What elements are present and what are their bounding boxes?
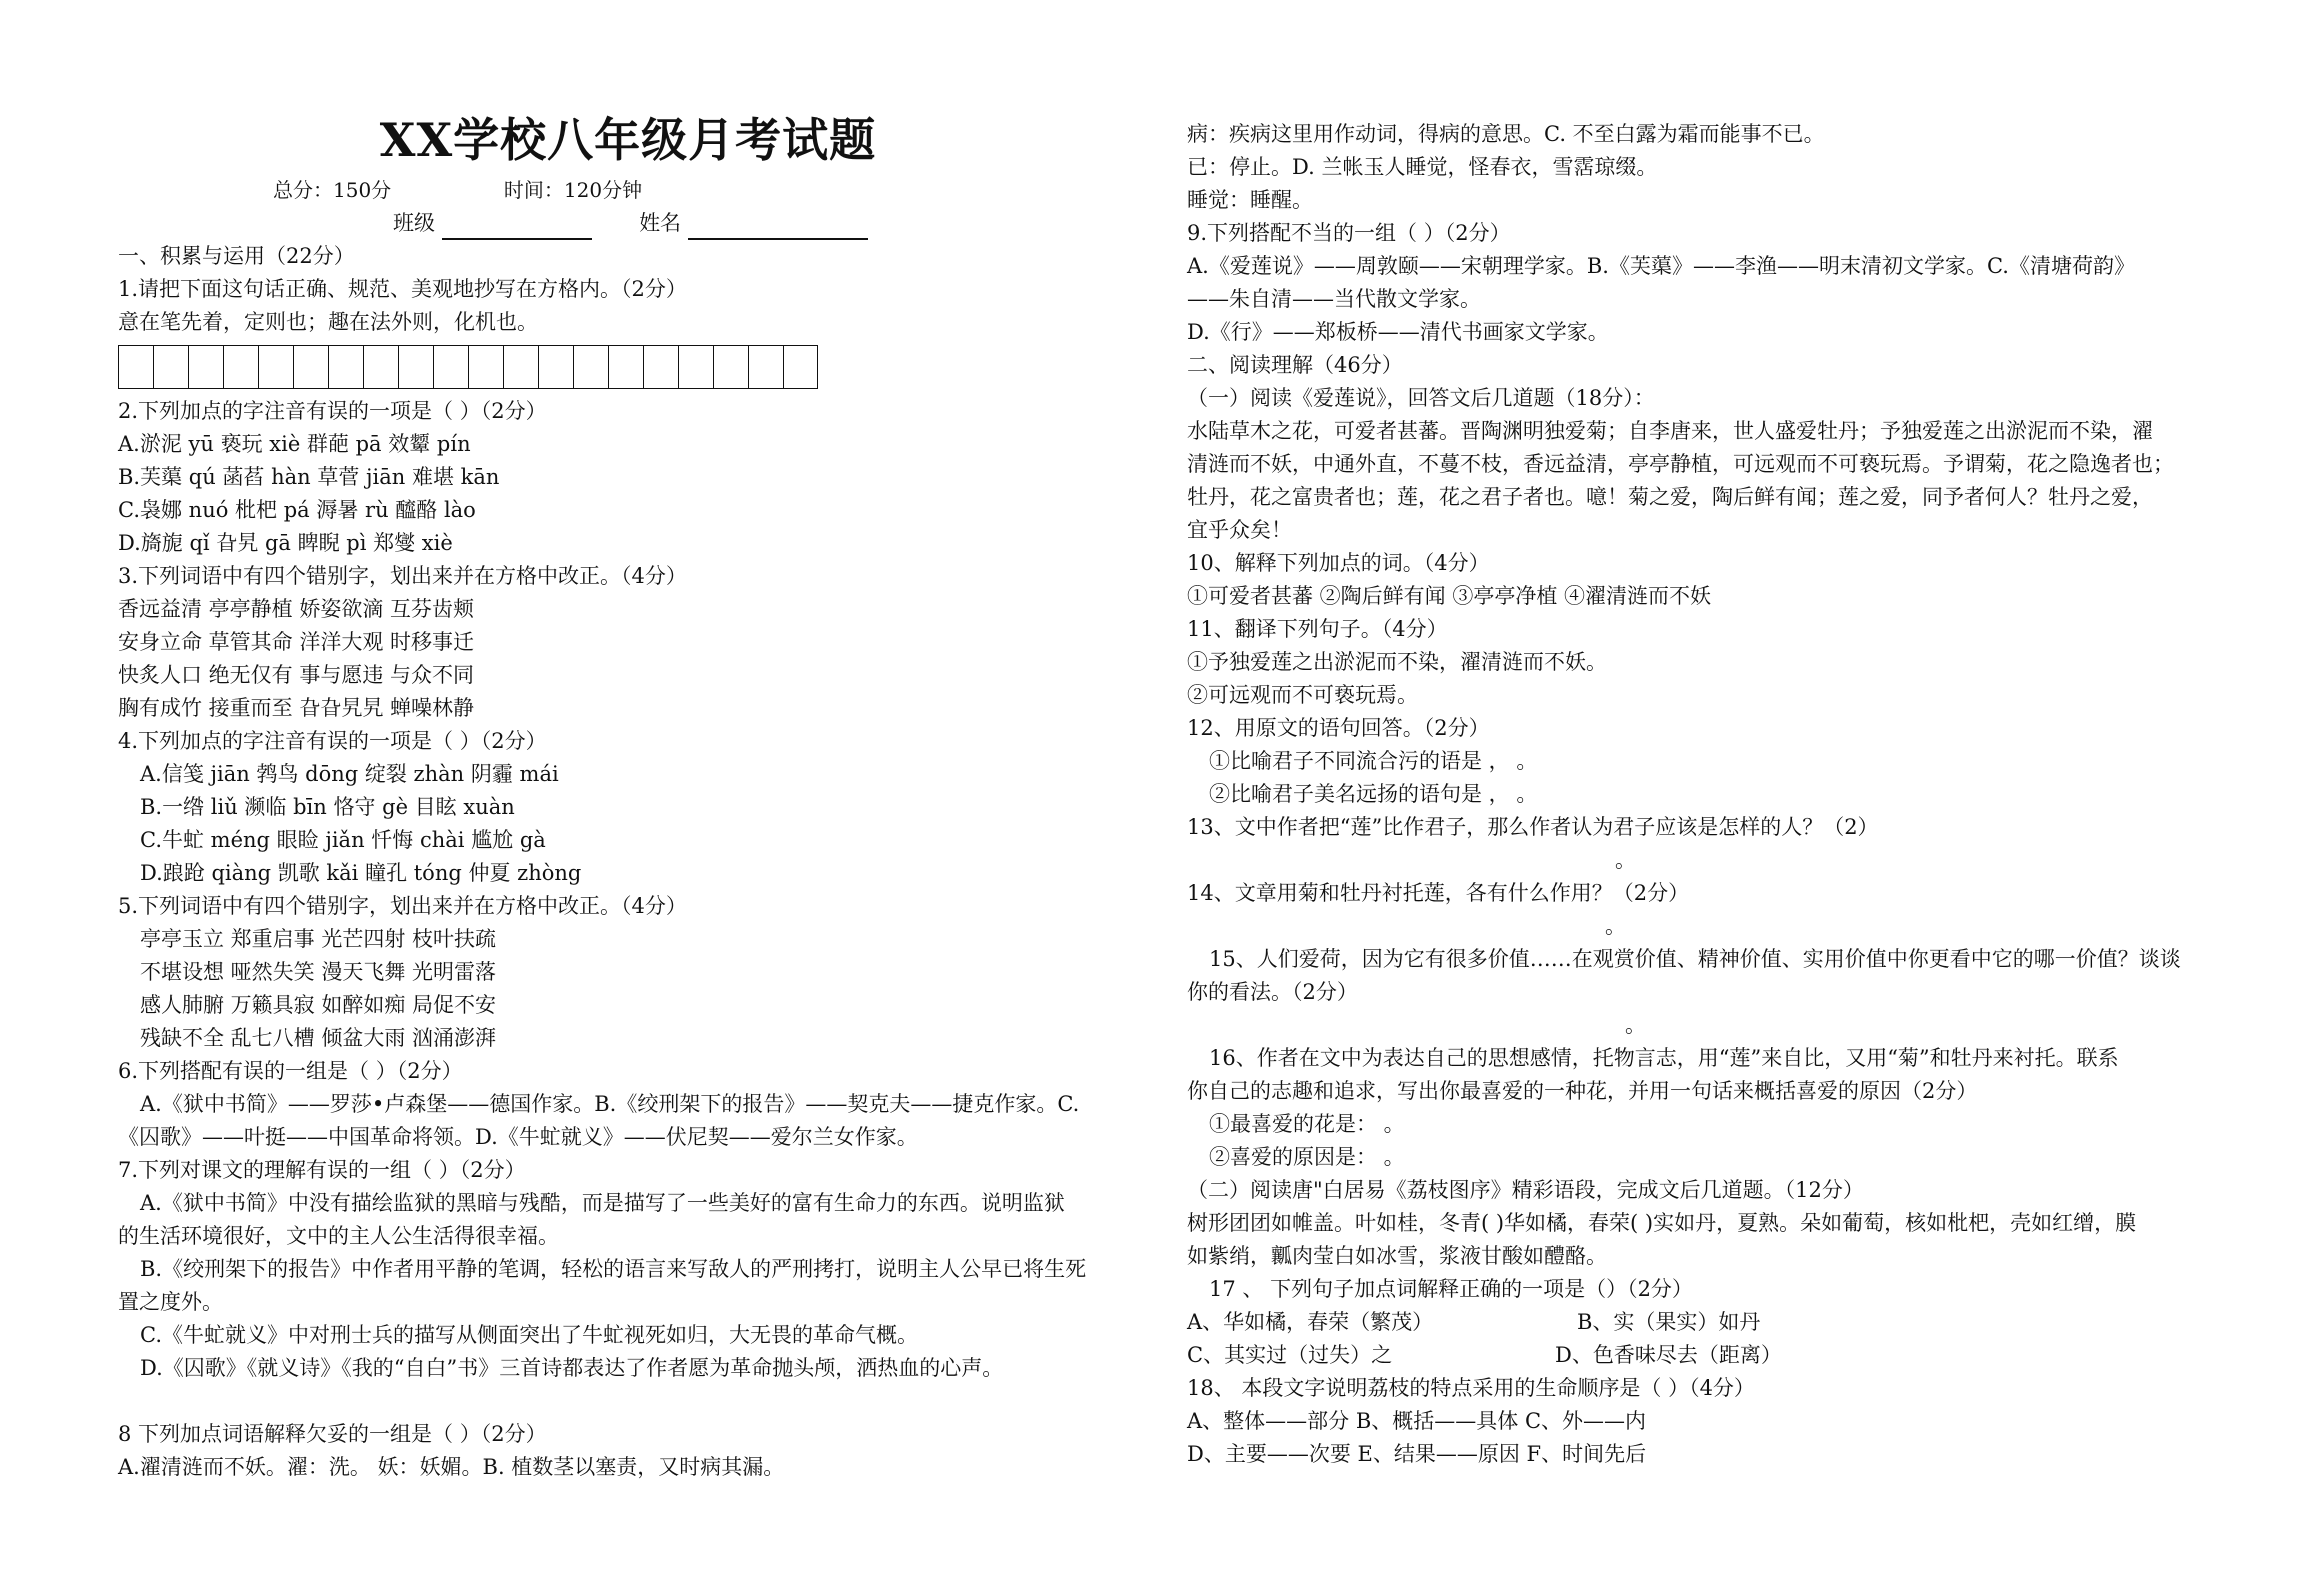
question-6: 6.下列搭配有误的一组是（ ）（2分） xyxy=(118,1059,463,1083)
option-c: C.牛虻 méng 眼睑 jiǎn 忏悔 chài 尴尬 gà xyxy=(140,828,546,852)
grid-cell[interactable] xyxy=(153,345,188,389)
right-column xyxy=(1187,118,2217,1471)
question-17: 17 、 下列句子加点词解释正确的一项是（）（2分） xyxy=(1209,1277,1693,1301)
left-column xyxy=(118,110,1138,1484)
option-b: B.芙蕖 qú 菡萏 hàn 草菅 jiān 难堪 kān xyxy=(118,465,500,489)
question-1-text: 意在笔先着，定则也；趣在法外则，化机也。 xyxy=(118,310,538,334)
word-row: 不堪设想 哑然失笑 漫天飞舞 光明雷落 xyxy=(140,960,497,984)
answer-end-mark: 。 xyxy=(1615,848,1636,872)
word-row: 安身立命 草管其命 洋洋大观 时移事迁 xyxy=(118,630,475,654)
word-row: 香远益清 亭亭静植 娇姿欲滴 互芬齿颊 xyxy=(118,597,475,621)
option-c-cont: ——朱自清——当代散文学家。 xyxy=(1187,287,1481,311)
subsection-heading: （二）阅读唐"白居易《荔枝图序》精彩语段，完成文后几道题。（12分） xyxy=(1187,1178,1864,1202)
question-16: 16、作者在文中为表达自己的思想感情，托物言志，用“莲”来自比，又用“菊”和牡丹来衬托。联系 xyxy=(1209,1046,2119,1070)
question-18-options: D、主要——次要 E、结果——原因 F、时间先后 xyxy=(1187,1442,1647,1466)
question-17-options-cd xyxy=(1187,1339,2217,1372)
option-b-cont: 置之度外。 xyxy=(118,1290,223,1314)
grid-cell[interactable] xyxy=(398,345,433,389)
passage-line: 树形团团如帷盖。叶如桂，冬青( )华如橘，春荣( )实如丹，夏熟。朵如葡萄，核如枇杷，壳如红缯，膜 xyxy=(1187,1211,2137,1235)
option-a-cont: 的生活环境很好，文中的主人公生活得很幸福。 xyxy=(118,1224,559,1248)
grid-cell[interactable] xyxy=(573,345,608,389)
option-a: A.《狱中书简》中没有描绘监狱的黑暗与残酷，而是描写了一些美好的富有生命力的东西。说明监狱 xyxy=(140,1191,1065,1215)
option-c: C.《牛虻就义》中对刑士兵的描写从侧面突出了牛虻视死如归，大无畏的革命气概。 xyxy=(140,1323,918,1347)
word-row: 快炙人口 绝无仅有 事与愿违 与众不同 xyxy=(118,663,475,687)
question-7: 7.下列对课文的理解有误的一组（ ）（2分） xyxy=(118,1158,526,1182)
question-5: 5.下列词语中有四个错别字，划出来并在方格中改正。（4分） xyxy=(118,894,687,918)
grid-cell[interactable] xyxy=(223,345,258,389)
exam-time: 时间：120分钟 xyxy=(503,178,643,202)
word-row: 亭亭玉立 郑重启事 光芒四射 枝叶扶疏 xyxy=(140,927,497,951)
question-11: 11、翻译下列句子。（4分） xyxy=(1187,617,1448,641)
grid-cell[interactable] xyxy=(468,345,503,389)
question-15: 15、人们爱荷，因为它有很多价值……在观赏价值、精神价值、实用价值中你更看中它的哪一价值？谈谈 xyxy=(1209,947,2181,971)
name-underline[interactable] xyxy=(688,212,868,240)
grid-cell[interactable] xyxy=(643,345,678,389)
question-1: 1.请把下面这句话正确、规范、美观地抄写在方格内。（2分） xyxy=(118,277,687,301)
question-18: 18、 本段文字说明荔枝的特点采用的生命顺序是（ ）（4分） xyxy=(1187,1376,1755,1400)
grid-cell[interactable] xyxy=(678,345,713,389)
word-row: 胸有成竹 接重而至 旮旮旯旯 蝉噪林静 xyxy=(118,696,475,720)
grid-cell[interactable] xyxy=(503,345,538,389)
question-17-options-ab xyxy=(1187,1306,2217,1339)
class-underline[interactable] xyxy=(442,212,592,240)
answer-end-mark: 。 xyxy=(1625,1013,1646,1037)
grid-cell[interactable] xyxy=(118,345,153,389)
word-row: 感人肺腑 万籁具寂 如醉如痴 局促不安 xyxy=(140,993,497,1017)
option-abc: A.《爱莲说》——周敦颐——宋朝理学家。B.《芙蕖》——李渔——明末清初文学家。C.《清塘荷韵》 xyxy=(1187,254,2135,278)
option-ab: A.濯清涟而不妖。濯：洗。 妖：妖媚。B. 植数茎以塞责，又时病其漏。 xyxy=(118,1455,785,1479)
subsection-heading: （一）阅读《爱莲说》，回答文后几道题（18分）： xyxy=(1187,386,1655,410)
option-a: A.信笺 jiān 鹁鸟 dōng 绽裂 zhàn 阴霾 mái xyxy=(140,762,559,786)
option-b: B、实（果实）如丹 xyxy=(1577,1310,1761,1334)
question-9: 9.下列搭配不当的一组（ ）（2分） xyxy=(1187,221,1511,245)
option-d: D.踉跄 qiàng 凯歌 kǎi 瞳孔 tóng 仲夏 zhòng xyxy=(140,861,582,885)
name-label-text: 姓名 xyxy=(639,211,682,235)
grid-cell[interactable] xyxy=(188,345,223,389)
question-11-item: ②可远观而不可亵玩焉。 xyxy=(1187,683,1418,707)
option-d: D、色香味尽去（距离） xyxy=(1555,1343,1782,1367)
answer-end-mark: 。 xyxy=(1605,914,1626,938)
page-title: XX学校八年级月考试题 xyxy=(379,113,877,167)
option-c: C.袅娜 nuó 枇杷 pá 溽暑 rù 醯酪 lào xyxy=(118,498,476,522)
question-13: 13、文中作者把“莲”比作君子，那么作者认为君子应该是怎样的人？（2） xyxy=(1187,815,1879,839)
option-a: A、华如橘，春荣（繁茂） xyxy=(1187,1310,1434,1334)
question-16-item: ②喜爱的原因是： 。 xyxy=(1209,1145,1405,1169)
section-heading: 一、积累与运用（22分） xyxy=(118,244,355,268)
question-10: 10、解释下列加点的词。（4分） xyxy=(1187,551,1490,575)
question-12-item: ②比喻君子美名远扬的语句是 ， 。 xyxy=(1209,782,1538,806)
grid-cell[interactable] xyxy=(608,345,643,389)
question-12: 12、用原文的语句回答。（2分） xyxy=(1187,716,1490,740)
grid-cell[interactable] xyxy=(328,345,363,389)
question-8: 8 下列加点词语解释欠妥的一组是（ ）（2分） xyxy=(118,1422,547,1446)
option-c: C、其实过（过失）之 xyxy=(1187,1343,1393,1367)
option-d: D.《行》——郑板桥——清代书画家文学家。 xyxy=(1187,320,1609,344)
question-18-options: A、整体——部分 B、概括——具体 C、外——内 xyxy=(1187,1409,1647,1433)
grid-cell[interactable] xyxy=(258,345,293,389)
option-cd: 《囚歌》——叶挺——中国革命将领。D.《牛虻就义》——伏尼契——爱尔兰女作家。 xyxy=(118,1125,918,1149)
question-4: 4.下列加点的字注音有误的一项是（ ）（2分） xyxy=(118,729,547,753)
grid-cell[interactable] xyxy=(783,345,818,389)
grid-cell[interactable] xyxy=(433,345,468,389)
section-heading: 二、阅读理解（46分） xyxy=(1187,353,1403,377)
question-8-cont: 已：停止。D. 兰帐玉人睡觉，怪春衣，雪霑琼缀。 xyxy=(1187,155,1658,179)
passage-line: 如紫绡，瓤肉莹白如冰雪，浆液甘酸如醴酪。 xyxy=(1187,1244,1607,1268)
option-ab: A.《狱中书简》——罗莎•卢森堡——德国作家。B.《绞刑架下的报告》——契克夫——捷克作家。C. xyxy=(140,1092,1080,1116)
exam-meta-score-time xyxy=(118,174,1138,207)
passage-line: 水陆草木之花，可爱者甚蕃。晋陶渊明独爱菊；自李唐来，世人盛爱牡丹；予独爱莲之出淤泥而不染，濯 xyxy=(1187,419,2153,443)
grid-cell[interactable] xyxy=(363,345,398,389)
class-name-row xyxy=(118,207,1138,240)
option-b: B.一绺 liǔ 濒临 bīn 恪守 gè 目眩 xuàn xyxy=(140,795,515,819)
grid-cell[interactable] xyxy=(713,345,748,389)
option-a: A.淤泥 yū 亵玩 xiè 群葩 pā 效颦 pín xyxy=(118,432,471,456)
grid-cell[interactable] xyxy=(293,345,328,389)
grid-cell[interactable] xyxy=(538,345,573,389)
grid-cell[interactable] xyxy=(748,345,783,389)
question-10-items: ①可爱者甚蕃 ②陶后鲜有闻 ③亭亭净植 ④濯清涟而不妖 xyxy=(1187,584,1712,608)
passage-line: 宜乎众矣！ xyxy=(1187,518,1292,542)
passage-line: 牡丹，花之富贵者也；莲，花之君子者也。噫！菊之爱，陶后鲜有闻；莲之爱，同予者何人？牡丹之爱， xyxy=(1187,485,2153,509)
question-16-cont: 你自己的志趣和追求，写出你最喜爱的一种花，并用一句话来概括喜爱的原因（2分） xyxy=(1187,1079,1978,1103)
question-3: 3.下列词语中有四个错别字，划出来并在方格中改正。（4分） xyxy=(118,564,687,588)
question-2: 2.下列加点的字注音有误的一项是（ ）（2分） xyxy=(118,399,547,423)
question-12-item: ①比喻君子不同流合污的语是 ， 。 xyxy=(1209,749,1538,773)
question-15-cont: 你的看法。（2分） xyxy=(1187,980,1358,1004)
copy-grid[interactable] xyxy=(118,345,1138,389)
question-8-cont: 病：疾病这里用作动词，得病的意思。C. 不至白露为霜而能事不已。 xyxy=(1187,122,1825,146)
question-16-item: ①最喜爱的花是： 。 xyxy=(1209,1112,1405,1136)
question-11-item: ①予独爱莲之出淤泥而不染，濯清涟而不妖。 xyxy=(1187,650,1607,674)
option-b: B.《绞刑架下的报告》中作者用平静的笔调，轻松的语言来写敌人的严刑拷打，说明主人公早已将生死 xyxy=(140,1257,1087,1281)
option-d: D.旖旎 qǐ 旮旯 gā 睥睨 pì 郑燮 xiè xyxy=(118,531,453,555)
question-8-cont: 睡觉：睡醒。 xyxy=(1187,188,1313,212)
word-row: 残缺不全 乱七八槽 倾盆大雨 汹涌澎湃 xyxy=(140,1026,497,1050)
passage-line: 清涟而不妖，中通外直，不蔓不枝，香远益清，亭亭静植，可远观而不可亵玩焉。予谓菊，花之隐逸者也； xyxy=(1187,452,2174,476)
total-score: 总分：150分 xyxy=(273,178,392,202)
option-d: D.《囚歌》《就义诗》《我的“自白”书》三首诗都表达了作者愿为革命抛头颅，洒热血的心声。 xyxy=(140,1356,1004,1380)
class-label-text: 班级 xyxy=(393,211,435,235)
question-14: 14、文章用菊和牡丹衬托莲，各有什么作用？（2分） xyxy=(1187,881,1690,905)
